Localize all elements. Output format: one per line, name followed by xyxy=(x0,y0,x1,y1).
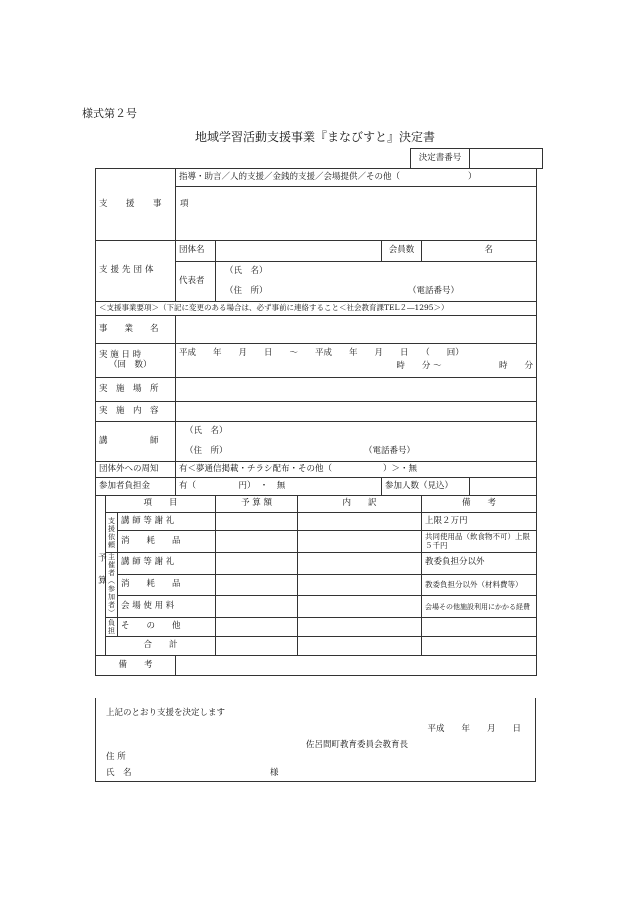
member-unit: 名 xyxy=(484,245,494,256)
group-host-label: 主催者（参加者） xyxy=(106,553,118,618)
budget-detail-3[interactable] xyxy=(298,574,422,596)
budget-item-5: そ の 他 xyxy=(118,618,216,637)
rep-label: 代表者 xyxy=(176,262,216,302)
group-name-label: 団体名 xyxy=(176,241,216,262)
budget-item-2: 講 師 等 謝 礼 xyxy=(118,553,216,575)
group-burden-label: 負担 xyxy=(106,618,118,637)
lecturer-label: 講 師 xyxy=(96,422,176,462)
budget-amount-2[interactable] xyxy=(216,553,298,575)
participants-field[interactable] xyxy=(470,478,537,496)
publicity-field[interactable]: 有＜夢通信掲載・チラシ配布・その他（ ）＞・無 xyxy=(176,462,537,478)
decision-form-table xyxy=(95,168,537,676)
footer-address-label: 住 所 xyxy=(106,752,126,762)
content-label: 実 施 内 容 xyxy=(96,402,176,422)
time-to: 時 分 xyxy=(499,361,534,371)
budget-remarks-0: 上限２万円 xyxy=(422,513,537,531)
form-number: 様式第２号 xyxy=(82,107,137,120)
place-label: 実 施 場 所 xyxy=(96,378,176,402)
budget-amount-5[interactable] xyxy=(216,618,298,637)
lecturer-address-label: （住 所） xyxy=(185,445,228,456)
fee-label: 参加者負担金 xyxy=(96,478,176,496)
time-from: 時 分 ～ xyxy=(396,361,442,371)
group-support-label: 支援依頼 xyxy=(106,513,118,553)
decision-text: 上記のとおり支援を決定します xyxy=(106,708,226,718)
content-field[interactable] xyxy=(176,402,537,422)
rep-address-label: （住 所） xyxy=(225,285,268,296)
lecturer-field[interactable] xyxy=(176,422,537,462)
project-name-field[interactable] xyxy=(176,316,537,344)
date-field[interactable] xyxy=(176,344,537,378)
budget-header-item: 項 目 xyxy=(106,496,216,513)
group-name-field[interactable] xyxy=(216,241,382,262)
budget-detail-0[interactable] xyxy=(298,513,422,531)
budget-header-detail: 内 訳 xyxy=(298,496,422,513)
budget-amount-4[interactable] xyxy=(216,596,298,618)
budget-remarks-2: 教委負担分以外 xyxy=(422,553,537,575)
budget-amount-3[interactable] xyxy=(216,574,298,596)
remarks-field[interactable] xyxy=(176,656,537,676)
rep-name-label: （氏 名） xyxy=(225,265,268,276)
budget-total-label: 合 計 xyxy=(106,637,216,656)
budget-total-amount[interactable] xyxy=(216,637,298,656)
decision-date: 平成 年 月 日 xyxy=(427,724,521,734)
budget-remarks-4: 会場その他施設利用にかかる経費 xyxy=(422,596,537,618)
footer-name-label: 氏 名 xyxy=(106,768,132,778)
publicity-label: 団体外への周知 xyxy=(96,462,176,478)
date-label: 実 施 日 時 xyxy=(99,349,142,360)
remarks-label: 備 考 xyxy=(96,656,176,676)
budget-item-1: 消 耗 品 xyxy=(118,531,216,553)
footer-honorific: 様 xyxy=(270,768,279,778)
budget-item-4: 会 場 使 用 料 xyxy=(118,596,216,618)
fee-field[interactable]: 有（ 円） ・ 無 xyxy=(176,478,382,496)
count-label: （回 数） xyxy=(109,359,152,370)
budget-side-label: 予算 xyxy=(96,496,106,656)
budget-item-0: 講 師 等 謝 礼 xyxy=(118,513,216,531)
budget-detail-5[interactable] xyxy=(298,618,422,637)
project-name-label: 事 業 名 xyxy=(96,316,176,344)
budget-total-detail[interactable] xyxy=(298,637,422,656)
budget-remarks-5[interactable] xyxy=(422,618,537,637)
date-label-cell xyxy=(96,344,176,378)
participants-label: 参加人数（見込） xyxy=(382,478,470,496)
budget-detail-2[interactable] xyxy=(298,553,422,575)
budget-detail-4[interactable] xyxy=(298,596,422,618)
rep-phone-label: （電話番号） xyxy=(408,285,460,296)
budget-header-remarks: 備 考 xyxy=(422,496,537,513)
date-line: 平成 年 月 日 ～ 平成 年 月 日 （ 回） xyxy=(179,348,464,359)
doc-number-field[interactable] xyxy=(470,149,543,169)
support-options[interactable]: 指導・助言／人的支援／金銭的支援／会場提供／その他（ ） xyxy=(176,169,537,187)
lecturer-phone-label: （電話番号） xyxy=(364,445,416,456)
issuer: 佐呂間町教育委員会教育長 xyxy=(306,740,409,750)
support-label: 支 援 事 項 xyxy=(96,169,176,241)
member-count-field[interactable] xyxy=(422,241,537,262)
place-field[interactable] xyxy=(176,378,537,402)
member-count-label: 会員数 xyxy=(382,241,422,262)
budget-amount-0[interactable] xyxy=(216,513,298,531)
budget-remarks-1: 共同使用品（飲食物不可）上限５千円 xyxy=(422,531,537,553)
document-title: 地域学習活動支援事業『まなびすと』決定書 xyxy=(194,130,435,144)
budget-detail-1[interactable] xyxy=(298,531,422,553)
doc-number-table xyxy=(410,148,543,169)
lecturer-name-label: （氏 名） xyxy=(185,425,228,436)
budget-amount-1[interactable] xyxy=(216,531,298,553)
rep-field[interactable] xyxy=(216,262,537,302)
decision-footer xyxy=(95,698,536,782)
budget-item-3: 消 耗 品 xyxy=(118,574,216,596)
budget-header-amount: 予 算 額 xyxy=(216,496,298,513)
budget-total-remarks[interactable] xyxy=(422,637,537,656)
support-detail-field[interactable] xyxy=(176,187,537,241)
org-label: 支援先団体 xyxy=(96,241,176,302)
budget-remarks-3: 教委負担分以外（材料費等） xyxy=(422,574,537,596)
doc-number-label: 決定書番号 xyxy=(411,149,470,169)
notice: ＜支援事業要項＞（下記に変更のある場合は、必ず事前に連絡すること＜社会教育課TEL２―1295＞） xyxy=(96,302,537,316)
